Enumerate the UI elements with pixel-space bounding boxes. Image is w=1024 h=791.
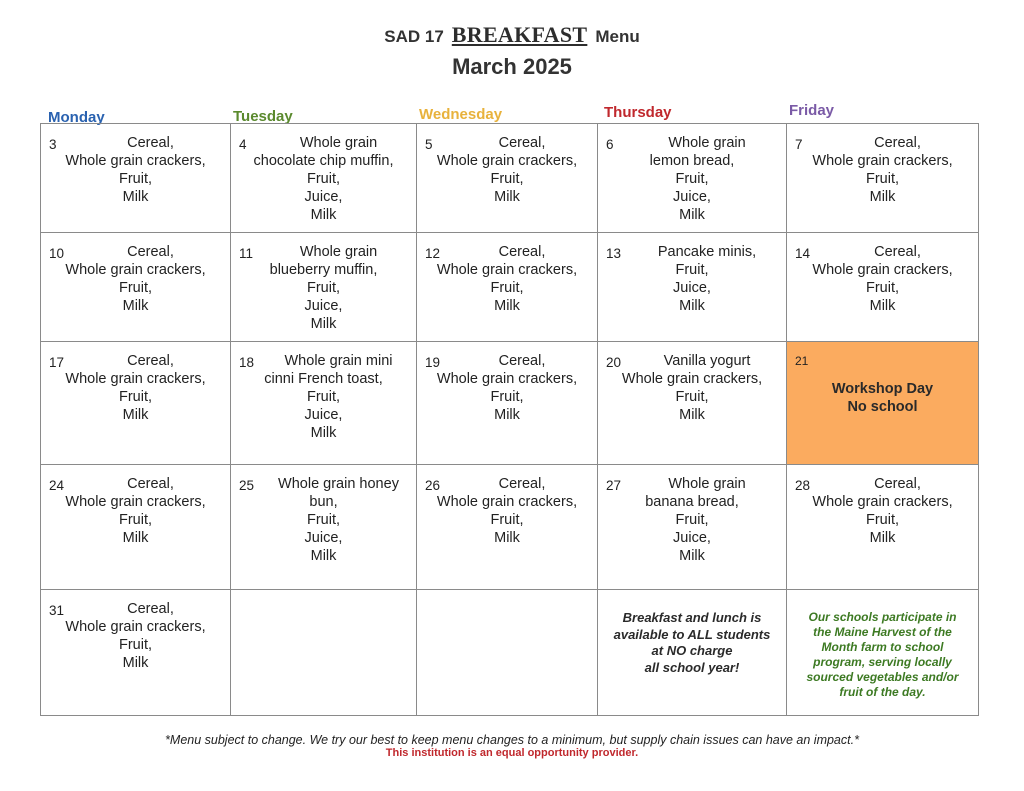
menu-item: cinni French toast, [264,371,383,387]
menu-item: Whole grain crackers, [65,262,206,278]
menu-item: Whole grain crackers, [436,494,578,510]
menu-item: Fruit, [118,171,153,187]
day-cell-tuesday [231,342,417,465]
day-cell-tuesday [231,590,417,716]
menu-header [0,22,1024,80]
day-header-monday: Monday [48,109,105,126]
menu-item: Cereal, [874,244,921,260]
menu-item: Cereal, [498,135,546,151]
note-line: sourced vegetables and/or [806,670,959,684]
menu-item: Whole grain crackers, [65,619,206,635]
menu-item: Milk [310,316,337,332]
menu-item: Juice, [304,407,343,423]
menu-item: Milk [310,207,337,223]
day-header-tuesday: Tuesday [233,108,293,125]
menu-item: Whole grain mini [284,353,393,369]
menu-item: Milk [869,189,896,205]
menu-item: Cereal, [498,476,546,492]
menu-item: Milk [494,189,520,205]
menu-item: Fruit, [865,280,900,296]
day-cell-thursday [598,233,787,342]
day-cell-wednesday [417,342,598,465]
menu-item: Whole grain [299,135,378,151]
menu-item: Cereal, [127,135,174,151]
menu-item: Whole grain crackers, [812,262,953,278]
note-line: fruit of the day. [839,685,926,699]
menu-item: Fruit, [490,171,524,187]
menu-calendar [40,123,979,716]
day-header-thursday: Thursday [604,104,672,121]
menu-item: Fruit, [675,171,709,187]
menu-item: Fruit, [306,280,341,296]
menu-item: Whole grain crackers, [436,153,578,169]
date-number: 28 [795,478,811,493]
menu-item: Whole grain crackers, [65,494,206,510]
menu-item: lemon bread, [649,153,735,169]
date-number: 19 [425,355,441,370]
day-header-wednesday: Wednesday [419,106,503,123]
farm-to-school-note [795,600,970,700]
menu-item: Fruit, [490,280,524,296]
holiday-message [795,380,970,416]
day-cell-monday [41,342,231,465]
menu-item: Fruit, [675,389,709,405]
day-cell-tuesday [231,124,417,233]
menu-item: Juice, [673,280,711,296]
week-row [41,233,979,342]
menu-item: Milk [679,298,705,314]
menu-item: Cereal, [127,476,174,492]
menu-item: Fruit, [865,512,900,528]
menu-item: Whole grain crackers, [436,262,578,278]
menu-item: banana bread, [645,494,739,510]
day-cell-tuesday [231,233,417,342]
date-number: 12 [425,246,441,261]
note-line: at NO charge [651,643,733,658]
menu-item: Fruit, [675,512,709,528]
menu-item: Milk [494,407,520,423]
day-cell-wednesday [417,233,598,342]
week-row [41,465,979,590]
date-number: 6 [606,137,614,152]
day-cell-wednesday [417,465,598,590]
date-number: 24 [49,478,65,493]
date-number: 5 [425,137,433,152]
menu-item: Juice, [304,298,343,314]
day-cell-tuesday [231,465,417,590]
menu-item: Milk [122,189,149,205]
menu-item: Whole grain [299,244,378,260]
day-header-friday: Friday [789,102,835,119]
day-cell-wednesday [417,124,598,233]
menu-item: Juice, [673,189,711,205]
menu-item: Fruit, [306,171,341,187]
date-number: 20 [606,355,622,370]
menu-item: Pancake minis, [657,244,757,260]
menu-item: Fruit, [490,389,524,405]
day-cell-monday [41,590,231,716]
date-number: 7 [795,137,803,152]
menu-item: Vanilla yogurt [663,353,751,369]
menu-item: Cereal, [874,135,921,151]
date-number: 11 [239,246,254,261]
menu-item: blueberry muffin, [269,262,378,278]
menu-item: Juice, [304,530,343,546]
menu-item: Whole grain crackers, [436,371,578,387]
date-number: 14 [795,246,811,261]
day-cell-thursday [598,465,787,590]
note-line: Breakfast and lunch is [622,610,762,625]
menu-item: Fruit, [675,262,709,278]
holiday-line: No school [847,399,918,415]
menu-item: Juice, [304,189,343,205]
menu-word: Menu [595,27,640,46]
day-cell-wednesday [417,590,598,716]
menu-item: Fruit, [118,637,153,653]
day-cell-thursday [598,124,787,233]
date-number: 26 [425,478,441,493]
week-row [41,124,979,233]
menu-item: Milk [869,530,896,546]
date-number: 21 [795,354,809,368]
note-line: all school year! [644,659,740,675]
date-number: 27 [606,478,622,493]
note-line: program, serving locally [813,655,952,669]
menu-item: Cereal, [874,476,921,492]
day-cell-monday [41,233,231,342]
day-cell-monday [41,465,231,590]
menu-item: Milk [310,425,337,441]
menu-item: Fruit, [118,512,153,528]
menu-item: Milk [122,530,149,546]
day-cell-friday [787,342,979,465]
menu-item: Cereal, [127,244,174,260]
day-cell-thursday [598,590,787,716]
menu-item: Milk [494,530,520,546]
menu-item: Cereal, [127,353,174,369]
holiday-line: Workshop Day [831,381,934,397]
menu-item: Fruit, [118,280,153,296]
day-cell-friday [787,233,979,342]
day-cell-friday [787,465,979,590]
menu-item: Whole grain crackers, [812,153,953,169]
menu-title [0,22,1024,48]
menu-item: Fruit, [306,389,341,405]
menu-item: Cereal, [498,244,546,260]
menu-item: Milk [122,298,149,314]
menu-item: Milk [122,655,149,671]
date-number: 25 [239,478,255,493]
day-cell-friday [787,124,979,233]
district-label: SAD 17 [384,27,444,46]
note-line: Our schools participate in [808,610,957,624]
free-meals-note [606,600,778,676]
menu-item: Juice, [673,530,711,546]
note-line: available to ALL students [613,626,771,642]
menu-item: Whole grain honey [278,476,399,492]
date-number: 10 [49,246,65,261]
menu-item: Fruit, [490,512,524,528]
menu-item: Fruit, [118,389,153,405]
menu-item: Milk [310,548,337,564]
menu-item: Whole grain crackers, [812,494,953,510]
menu-item: Milk [679,207,705,223]
menu-disclaimer: *Menu subject to change. We try our best to keep menu changes to a minimum, but supply chain issues can have an impact.* [165,733,859,747]
menu-item: Cereal, [127,601,174,617]
menu-item: bun, [309,494,338,510]
week-row [41,342,979,465]
menu-item: Milk [494,298,520,314]
month-title: March 2025 [452,54,572,79]
date-number: 17 [49,355,65,370]
date-number: 13 [606,246,622,261]
menu-item: Whole grain crackers, [65,371,206,387]
date-number: 18 [239,355,255,370]
note-line: Month farm to school [821,640,944,654]
equal-opportunity-statement: This institution is an equal opportunity provider. [385,747,639,759]
week-row [41,590,979,716]
menu-item: Whole grain crackers, [621,371,763,387]
note-line: the Maine Harvest of the [813,625,952,639]
menu-item: Milk [122,407,149,423]
menu-item: Whole grain crackers, [65,153,206,169]
day-cell-friday [787,590,979,716]
date-number: 3 [49,137,57,152]
meal-label: BREAKFAST [451,22,588,47]
day-cell-monday [41,124,231,233]
day-cell-thursday [598,342,787,465]
menu-item: Milk [869,298,896,314]
date-number: 4 [239,137,247,152]
date-number: 31 [49,603,65,618]
menu-item: chocolate chip muffin, [253,153,394,169]
menu-item: Milk [679,548,705,564]
menu-item: Fruit, [306,512,341,528]
menu-item: Fruit, [865,171,900,187]
menu-item: Cereal, [498,353,546,369]
menu-item: Whole grain [668,476,746,492]
menu-item: Milk [679,407,705,423]
menu-item: Whole grain [668,135,746,151]
